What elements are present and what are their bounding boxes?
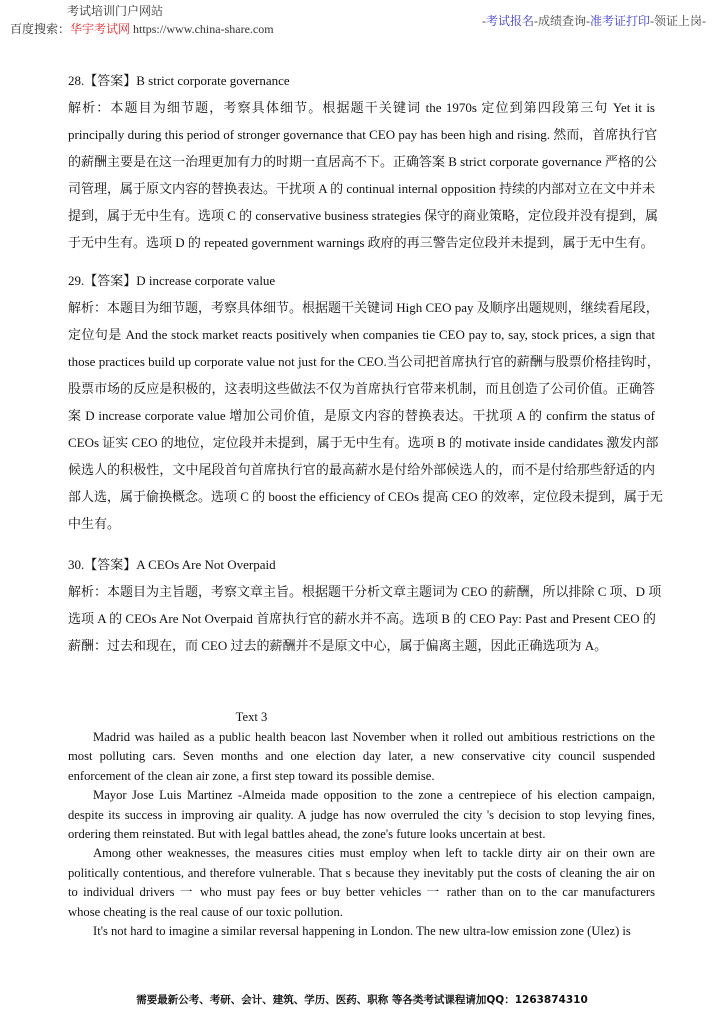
- paragraph-line: politically contentious, and therefore vulnerable. That s because they inevitably put the costs of cleaning the air on: [68, 865, 655, 880]
- paragraph-line: ordering them reinstated. But with legal battles ahead, the zone's future looks uncertain at best.: [68, 826, 546, 841]
- analysis-line: 司管理，属于原文内容的替换表达。干扰项 A 的 continual internal opposition 持续的内部对立在文中并未: [68, 181, 656, 196]
- analysis-line: 解析：本题目为细节题，考察具体细节。根据题干关键词 the 1970s 定位到第四段第三句 Yet it is: [68, 100, 655, 115]
- analysis-line: 部人选，属于偷换概念。选项 C 的 boost the efficiency of CEOs 提高 CEO 的效率，定位段未提到，属于无: [68, 489, 663, 504]
- analysis-line: 定位句是 And the stock market reacts positively when companies tie CEO pay to, say, stock prices, a sign that: [68, 327, 655, 342]
- header-links: [482, 12, 706, 29]
- analysis-line: 提到，属于无中生有。选项 C 的 conservative business strategies 保守的商业策略，定位段并没有提到，属: [68, 208, 659, 223]
- analysis-line: 的薪酬主要是在这一治理更加有力的时期一直居高不下。正确答案 B strict corporate governance 严格的公: [68, 154, 657, 169]
- answer-block: [68, 67, 659, 256]
- analysis-line: 中生有。: [68, 516, 121, 531]
- analysis-line: 解析：本题目为细节题，考察具体细节。根据题干关键词 High CEO pay 及顺序出题规则，继续看尾段，: [68, 300, 659, 315]
- site-title: 考试培训门户网站: [67, 4, 164, 18]
- search-hint: [10, 20, 274, 37]
- paragraph-line: Mayor Jose Luis Martinez -Almeida made opposition to the zone a centrepiece of his election campaign,: [93, 788, 655, 803]
- answer-title: 30.【答案】A CEOs Are Not Overpaid: [68, 557, 276, 572]
- analysis-line: 股票市场的反应是积极的，这表明这些做法不仅为首席执行官带来机制，而且创造了公司价值。正确答: [68, 381, 655, 396]
- paragraph-line: most polluting cars. Seven months and one election day later, a new conservative city council suspended: [68, 749, 655, 764]
- paragraph-line: enforcement of the clean air zone, a first step toward its possible demise.: [68, 768, 435, 783]
- paragraph-line: whose cheating is the real cause of our toxic pollution.: [68, 904, 343, 919]
- analysis-line: principally during this period of stronger governance that CEO pay has been high and rising. 然而，首席执行官: [68, 127, 658, 142]
- analysis-line: 案 D increase corporate value 增加公司价值，是原文内容的替换表达。干扰项 A 的 confirm the status of: [68, 408, 655, 423]
- paragraph-line: despite its success in improving air quality. A judge has now overruled the city 's decision to stop levying fines,: [68, 807, 655, 822]
- text3-title-text: Text 3: [235, 710, 268, 724]
- analysis-line: 选项 A 的 CEOs Are Not Overpaid 首席执行官的薪水并不高。选项 B 的 CEO Pay: Past and Present CEO 的: [68, 611, 656, 626]
- analysis-line: those practices build up corporate value not just for the CEO.当公司把首席执行官的薪酬与股票价格挂钩时，: [68, 354, 660, 369]
- answer-block: [68, 267, 663, 537]
- header-separator-text: -成绩查询-: [533, 14, 590, 28]
- header-separator-text: -领证上岗-: [650, 14, 706, 28]
- analysis-line: CEOs 证实 CEO 的地位，定位段并未提到，属于无中生有。选项 B 的 motivate inside candidates 激发内部: [68, 435, 659, 450]
- answer-block: [68, 551, 662, 659]
- text3-body: [68, 728, 655, 941]
- header-separator-text: -: [481, 14, 486, 28]
- header-link[interactable]: 准考证打印: [589, 14, 650, 28]
- header-link[interactable]: 考试报名: [485, 14, 534, 28]
- paragraph-line: It's not hard to imagine a similar reversal happening in London. The new ultra-low emission zone (Ulez) is: [93, 923, 631, 938]
- search-label: 百度搜索：: [10, 22, 71, 36]
- site-url[interactable]: https://www.china-share.com: [133, 22, 274, 36]
- paragraph-line: Among other weaknesses, the measures cities must employ when left to tackle dirty air on their own are: [93, 846, 655, 861]
- answer-title: 28.【答案】B strict corporate governance: [68, 73, 290, 88]
- search-brand: 华宇考试网: [70, 22, 131, 36]
- paragraph-line: to individual drivers 一 who must pay fees or buy better vehicles 一 rather than on to the car manufacturers: [68, 885, 655, 900]
- analysis-line: 候选人的积极性，文中尾段首句首席执行官的最高薪水是付给外部候选人的，而不是付给那些舒适的内: [68, 462, 655, 477]
- answer-title: 29.【答案】D increase corporate value: [68, 273, 276, 288]
- analysis-line: 解析：本题目为主旨题，考察文章主旨。根据题干分析文章主题词为 CEO 的薪酬，所以排除 C 项、D 项: [68, 584, 662, 599]
- paragraph-line: Madrid was hailed as a public health beacon last November when it rolled out ambitious restrictions on the: [93, 730, 655, 744]
- analysis-line: 于无中生有。选项 D 的 repeated government warnings 政府的再三警告定位段并未提到，属于无中生有。: [68, 235, 654, 250]
- analysis-line: 薪酬：过去和现在，而 CEO 过去的薪酬并不是原文中心，属于偏离主题，因此正确选项为 A。: [68, 638, 608, 653]
- text3-title: [0, 710, 587, 725]
- footer-ad: 需要最新公考、考研、会计、建筑、学历、医药、职称 等各类考试课程请加QQ：1263874310: [136, 994, 588, 1006]
